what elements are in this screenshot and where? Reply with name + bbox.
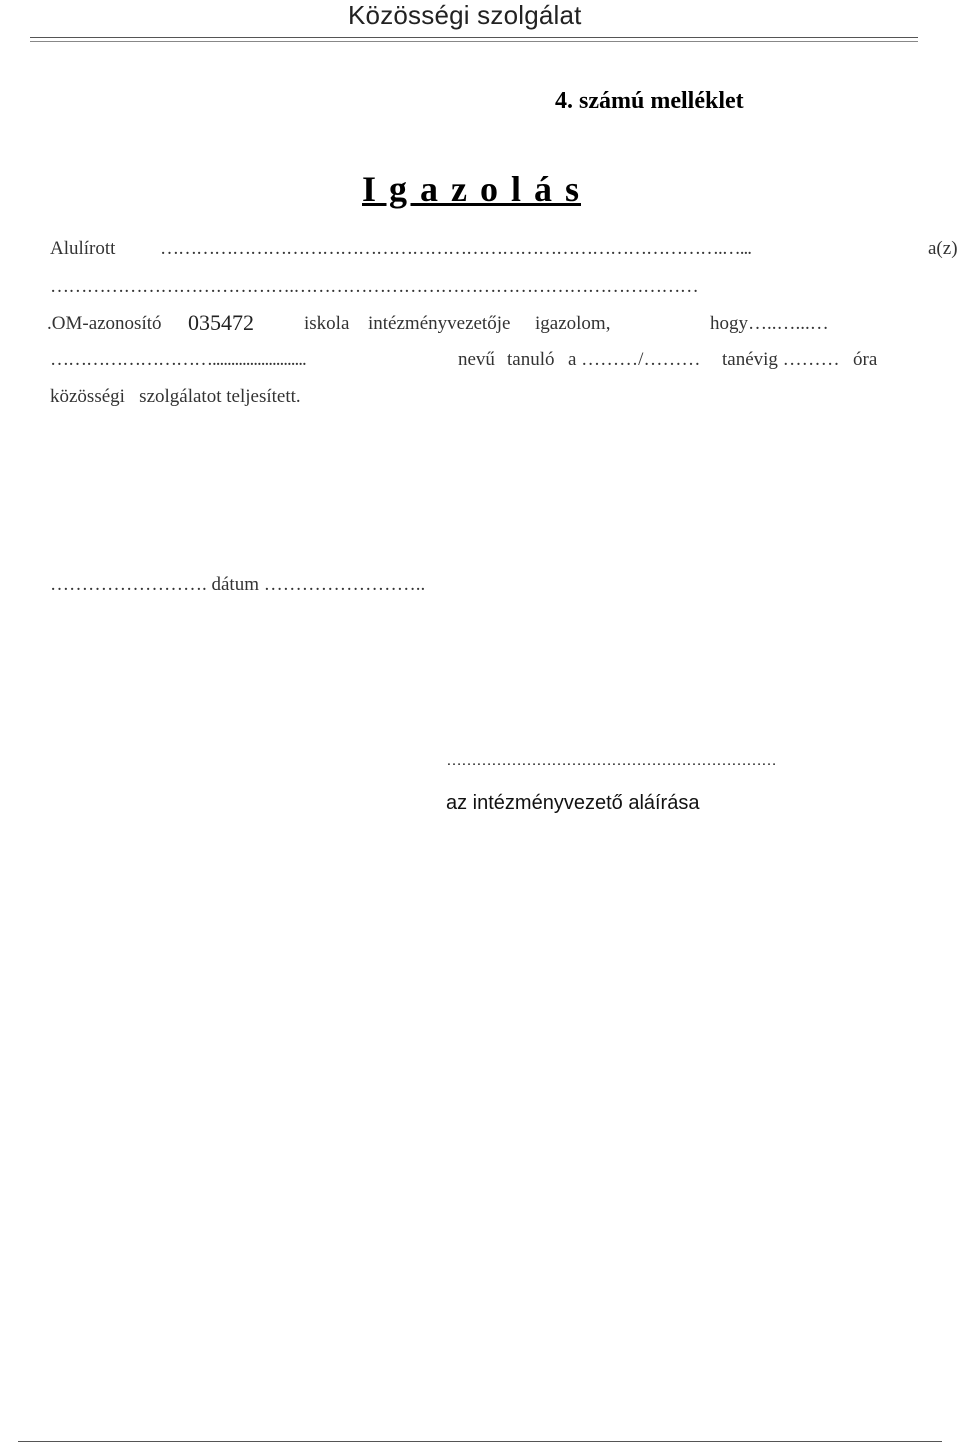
until-year-blank: tanévig ……… [722,349,840,370]
om-id-label: .OM-azonosító [47,313,162,334]
certify-word: igazolom, [535,313,611,334]
school-name-blank: ………………………………….………………………………………………………… [50,276,699,297]
student-name-blank: ………………………......................... [50,349,306,370]
footer-divider [18,1441,942,1442]
named-word: nevű [458,349,495,370]
annex-label: 4. számú melléklet [555,88,744,114]
article-label: a(z) [928,238,958,259]
student-word: tanuló [507,349,555,370]
signature-label: az intézményvezető aláírása [446,792,700,814]
school-word: iskola [304,313,350,334]
school-year-blank: a ………/……… [568,349,701,370]
header-divider [30,37,918,38]
undersigned-label: Alulírott [50,238,116,259]
hours-word: óra [853,349,878,370]
completion-statement: közösségi szolgálatot teljesített. [50,386,301,407]
document-title: I g a z o l á s [362,169,581,209]
page-header-title: Közösségi szolgálat [348,0,582,30]
header-divider-thin [30,41,918,42]
om-id-number: 035472 [188,310,254,335]
signature-line: ………………………………………………………… [446,752,776,769]
name-blank: ………………………………………………………………………………….…... [160,238,751,259]
principal-word: intézményvezetője [368,313,511,334]
that-word: hogy…..…...… [710,313,829,334]
date-line: ……………………. dátum …………………….. [50,574,426,595]
